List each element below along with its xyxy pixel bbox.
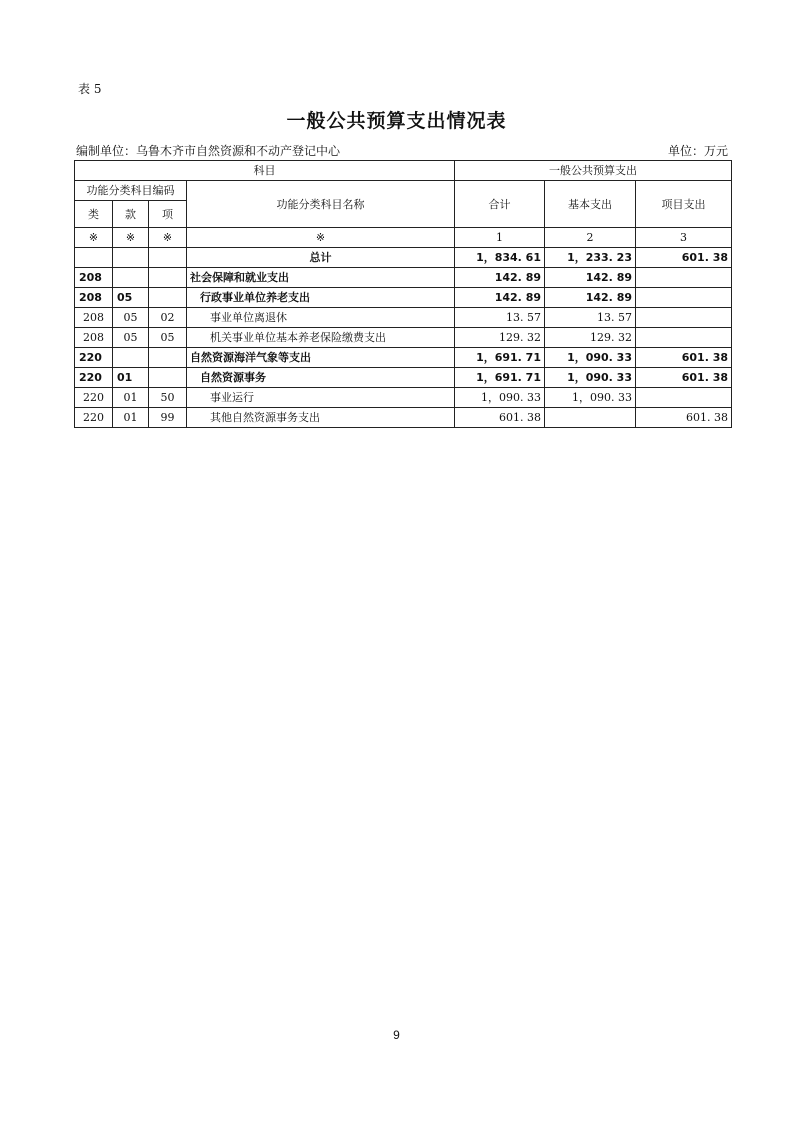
- header-row-1: [75, 161, 732, 181]
- kuan-code: 05: [113, 288, 149, 308]
- lei-code: 220: [75, 368, 113, 388]
- total-amount: 13. 57: [455, 308, 545, 328]
- kuan-code: 05: [113, 308, 149, 328]
- column-number-2: 2: [545, 228, 636, 248]
- total-amount: 142. 89: [455, 288, 545, 308]
- project-amount: [636, 308, 732, 328]
- lei-code: 220: [75, 388, 113, 408]
- budget-expenditure-table: [74, 160, 732, 428]
- subject-name: 机关事业单位基本养老保险缴费支出: [187, 328, 455, 348]
- budget-group-header: 一般公共预算支出: [455, 161, 732, 181]
- project-amount: [636, 288, 732, 308]
- table-row: [75, 388, 732, 408]
- table-row: [75, 308, 732, 328]
- project-amount: [636, 388, 732, 408]
- total-amount: 1，691. 71: [455, 368, 545, 388]
- xiang-code: 99: [149, 408, 187, 428]
- lei-code: 220: [75, 408, 113, 428]
- table-number-label: 表 5: [78, 82, 102, 96]
- kuan-code: 01: [113, 408, 149, 428]
- mark-cell: ※: [149, 228, 187, 248]
- table-row: [75, 368, 732, 388]
- kuan-code: 01: [113, 388, 149, 408]
- empty-cell: [149, 248, 187, 268]
- table-row: [75, 288, 732, 308]
- mark-cell: ※: [187, 228, 455, 248]
- column-number-3: 3: [636, 228, 732, 248]
- column-number-1: 1: [455, 228, 545, 248]
- basic-amount: 13. 57: [545, 308, 636, 328]
- kuan-header: 款: [113, 201, 149, 228]
- xiang-code: [149, 368, 187, 388]
- kuan-code: [113, 268, 149, 288]
- page-title: 一般公共预算支出情况表: [286, 110, 507, 132]
- page-number: 9: [393, 1028, 400, 1042]
- basic-amount: 142. 89: [545, 268, 636, 288]
- project-amount: 601. 38: [636, 368, 732, 388]
- total-amount: 142. 89: [455, 268, 545, 288]
- header-row-2: [75, 181, 732, 201]
- lei-code: 208: [75, 328, 113, 348]
- empty-cell: [75, 248, 113, 268]
- table-row: [75, 348, 732, 368]
- total-basic: 1，233. 23: [545, 248, 636, 268]
- kuan-code: 01: [113, 368, 149, 388]
- table-row: [75, 328, 732, 348]
- table-row: [75, 408, 732, 428]
- project-amount: [636, 328, 732, 348]
- kuan-code: 05: [113, 328, 149, 348]
- total-label: 总计: [187, 248, 455, 268]
- xiang-code: 02: [149, 308, 187, 328]
- xiang-code: 05: [149, 328, 187, 348]
- total-amount: 1，691. 71: [455, 348, 545, 368]
- subject-name: 事业单位离退休: [187, 308, 455, 328]
- subject-header: 科目: [75, 161, 455, 181]
- subject-name: 自然资源海洋气象等支出: [187, 348, 455, 368]
- total-project: 601. 38: [636, 248, 732, 268]
- xiang-code: [149, 348, 187, 368]
- xiang-header: 项: [149, 201, 187, 228]
- basic-amount: [545, 408, 636, 428]
- subject-name: 其他自然资源事务支出: [187, 408, 455, 428]
- basic-amount: 1，090. 33: [545, 388, 636, 408]
- table-row: [75, 268, 732, 288]
- compiling-unit: 编制单位：乌鲁木齐市自然资源和不动产登记中心: [76, 144, 341, 158]
- total-amount: 1，090. 33: [455, 388, 545, 408]
- lei-code: 208: [75, 288, 113, 308]
- code-group-header: 功能分类科目编码: [75, 181, 187, 201]
- empty-cell: [113, 248, 149, 268]
- total-column-header: 合计: [455, 181, 545, 228]
- subject-name: 事业运行: [187, 388, 455, 408]
- total-amount: 129. 32: [455, 328, 545, 348]
- basic-amount: 1，090. 33: [545, 368, 636, 388]
- xiang-code: 50: [149, 388, 187, 408]
- lei-header: 类: [75, 201, 113, 228]
- mark-cell: ※: [113, 228, 149, 248]
- name-column-header: 功能分类科目名称: [187, 181, 455, 228]
- currency-unit: 单位：万元: [667, 144, 728, 158]
- subject-name: 行政事业单位养老支出: [187, 288, 455, 308]
- project-amount: 601. 38: [636, 408, 732, 428]
- project-amount: 601. 38: [636, 348, 732, 368]
- project-column-header: 项目支出: [636, 181, 732, 228]
- mark-cell: ※: [75, 228, 113, 248]
- marker-row: [75, 228, 732, 248]
- total-amount: 601. 38: [455, 408, 545, 428]
- basic-amount: 142. 89: [545, 288, 636, 308]
- lei-code: 208: [75, 308, 113, 328]
- lei-code: 220: [75, 348, 113, 368]
- xiang-code: [149, 288, 187, 308]
- basic-column-header: 基本支出: [545, 181, 636, 228]
- total-sum: 1，834. 61: [455, 248, 545, 268]
- project-amount: [636, 268, 732, 288]
- kuan-code: [113, 348, 149, 368]
- lei-code: 208: [75, 268, 113, 288]
- basic-amount: 1，090. 33: [545, 348, 636, 368]
- basic-amount: 129. 32: [545, 328, 636, 348]
- subject-name: 自然资源事务: [187, 368, 455, 388]
- subject-name: 社会保障和就业支出: [187, 268, 455, 288]
- xiang-code: [149, 268, 187, 288]
- total-row: [75, 248, 732, 268]
